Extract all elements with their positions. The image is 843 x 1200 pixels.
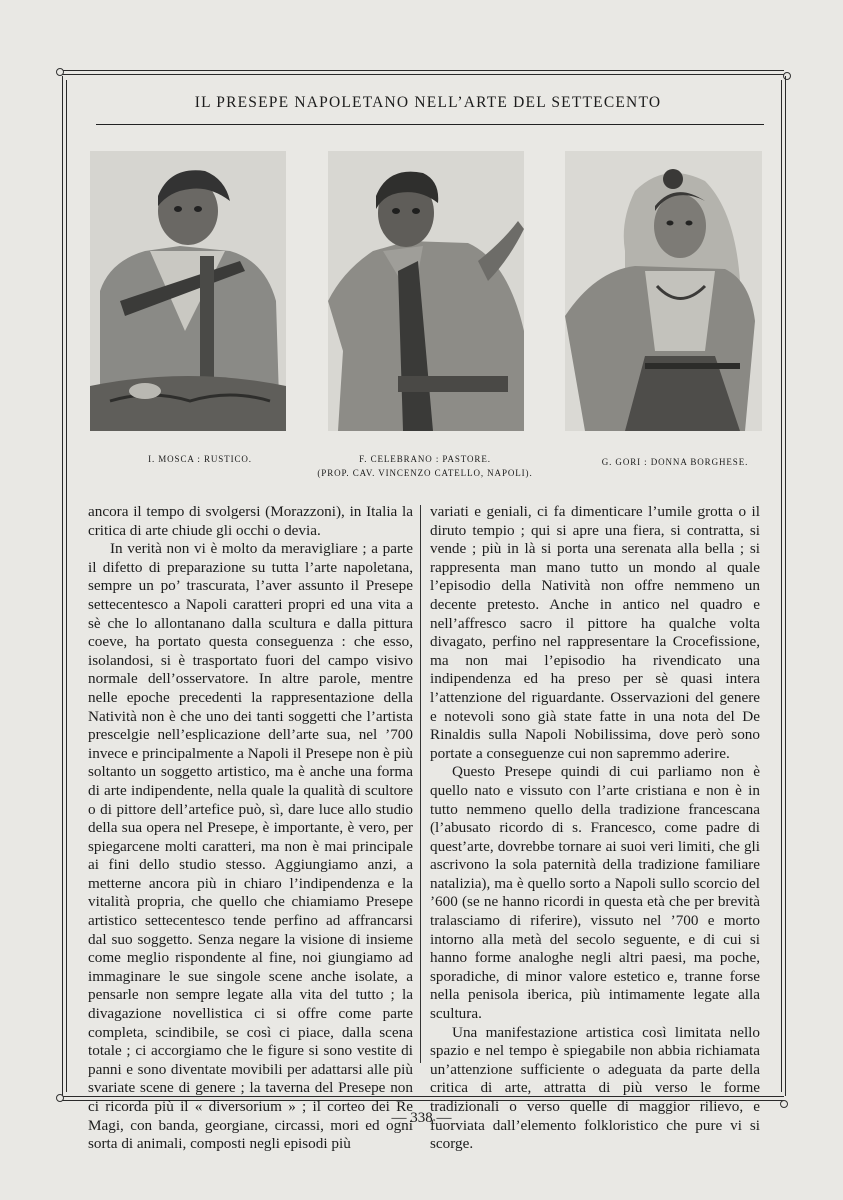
figure-caption-pastore <box>300 452 550 480</box>
text-column-left <box>88 503 413 1154</box>
paragraph: Questo Presepe quindi di cui parliamo non è quello nato e vissuto con l’arte cristiana e non è in tutto nemmeno quello della tradizione francescana (l’abusato ricordo di s. Francesco, come padre di quest’arte, dovrebbe tornare ai suoi veri limiti, che gli ascrivono la sola paternità della tradizione familiare natalizia), ma è quello sorto a Napoli sullo scorcio del ’600 (se ne hanno ricordi in questa età che per brevità tralasciamo di riferire), vissuto nel ’700 e morto intorno alla metà del secolo seguente, e di cui si hanno forme analoghe negli altri paesi, ma poche, sporadiche, di minor valore estetico e, tranne forse nella penisola iberica, più intimamente legate alla scultura. <box>430 763 760 1023</box>
paragraph: Una manifestazione artistica così limitata nello spazio e nel tempo è spiegabile non abbia richiamata un’attenzione sufficiente o adeguata da parte della critica di arte, attratta di più verso le forme tradizionali o verso quelle di maggior rilievo, e fuorviata dall’elemento folkloristico che pure vi si scorge. <box>430 1023 760 1153</box>
frame-right-rule <box>781 80 782 1092</box>
frame-top-rule-2 <box>62 74 784 75</box>
text-column-right <box>430 503 760 1154</box>
paragraph: In verità non vi è molto da meravigliare ; a parte il difetto di preparazione su tutta l’arte napoletana, sempre un po’ trascurata, l’aver assunto il Presepe settecentesco a Napoli caratteri propri ed una vita a sè che lo allontanano dalla scultura e dalla pittura coeve, ha portato questa conseguenza : che esso, isolandosi, si è trasportato fuori del campo visivo normale dell’osservatore. In altre parole, mentre nelle epoche precedenti la rappresentazione della Natività non è che uno dei tanti soggetti che l’artista prescelgie nell’esplicazione dell’arte sua, nel ’700 invece e principalmente a Napoli il Presepe non è più soltanto un soggetto artistico, ma è anche una forma di arte indipendente, nella quale la qualità di scultore o di pittore dell’artefice può, sì, dare luce allo studio della sua opera nel Presepe, è importante, è vero, per spiegarcene molti caratteri, ma non è mai principale ai fini dello studio stesso. Aggiungiamo anzi, a metterne ancora più in chiaro l’indipendenza e la vitalità propria, che quello che chiamiamo Presepe artistico settecentesco tende perfino ad affrancarsi dal suo soggetto. Senza negare la visione di insieme come meglio rispondente al fine, noi giungiamo ad immaginare le sue singole scene anche isolate, a pensarle non sempre legate alla vita del tutto ; la divagazione novellistica ci si offre come parte completa, scindibile, se così ci piace, dalla scena totale ; ci accorgiamo che le figure si sono vestite di panni e sono diventate movibili per adattarsi alle più svariate scene di genere ; la taverna del Presepe non ci ricorda più il « diversorium » ; il corteo dei Re Magi, con banda, georgiane, circassi, mori ed ogni sorta di animali, composti negli episodi più <box>88 540 413 1153</box>
figure-caption-donna-borghese <box>575 455 775 469</box>
column-divider <box>420 505 421 1063</box>
frame-top-rule <box>62 70 784 71</box>
frame-ornament <box>780 1100 788 1108</box>
figure-photo-donna-borghese <box>565 151 762 431</box>
figure-photo-pastore <box>328 151 524 431</box>
frame-left-rule <box>62 76 63 1096</box>
paragraph: ancora il tempo di svolgersi (Morazzoni), in Italia la critica di arte chiude gli occhi o devia. <box>88 503 413 539</box>
caption-line: G. GORI : DONNA BORGHESE. <box>601 457 749 467</box>
paragraph: variati e geniali, ci fa dimenticare l’umile grotta o il diruto tempio ; qui si apre una fiera, si contratta, si vende ; più in là si porta una serenata alla bella ; si rappresenta man mano tutto un mondo al quale l’episodio della Natività non offre nemmeno un decente pretesto. Anche in antico nel quadro e nell’affresco sacro il pittore ha qualche volta divagato, perfino nel rappresentare la Crocefissione, ma non mai l’episodio ha rivendicato una indipendenza ed ha preso per sè quasi intera l’attenzione del riguardante. Osservazioni del genere e notevoli sono già state fatte in una nota del De Rinaldis sulla Napoli Nobilissima, dove però sono portate a conseguenze cui non sapremmo aderire. <box>430 503 760 762</box>
frame-right-rule-2 <box>785 76 786 1096</box>
page-number: — 338 — <box>391 1110 452 1126</box>
caption-line: F. CELEBRANO : PASTORE. <box>359 454 491 464</box>
caption-line: (PROP. CAV. VINCENZO CATELLO, NAPOLI). <box>317 468 533 478</box>
running-header: IL PRESEPE NAPOLETANO NELL’ARTE DEL SETTECENTO <box>194 94 662 111</box>
header-rule <box>96 124 764 125</box>
caption-line: I. MOSCA : RUSTICO. <box>148 454 252 464</box>
frame-left-rule-2 <box>66 80 67 1092</box>
frame-ornament <box>56 1094 64 1102</box>
figure-caption-rustico <box>100 452 300 466</box>
figure-photo-rustico <box>90 151 286 431</box>
frame-ornament <box>56 68 64 76</box>
